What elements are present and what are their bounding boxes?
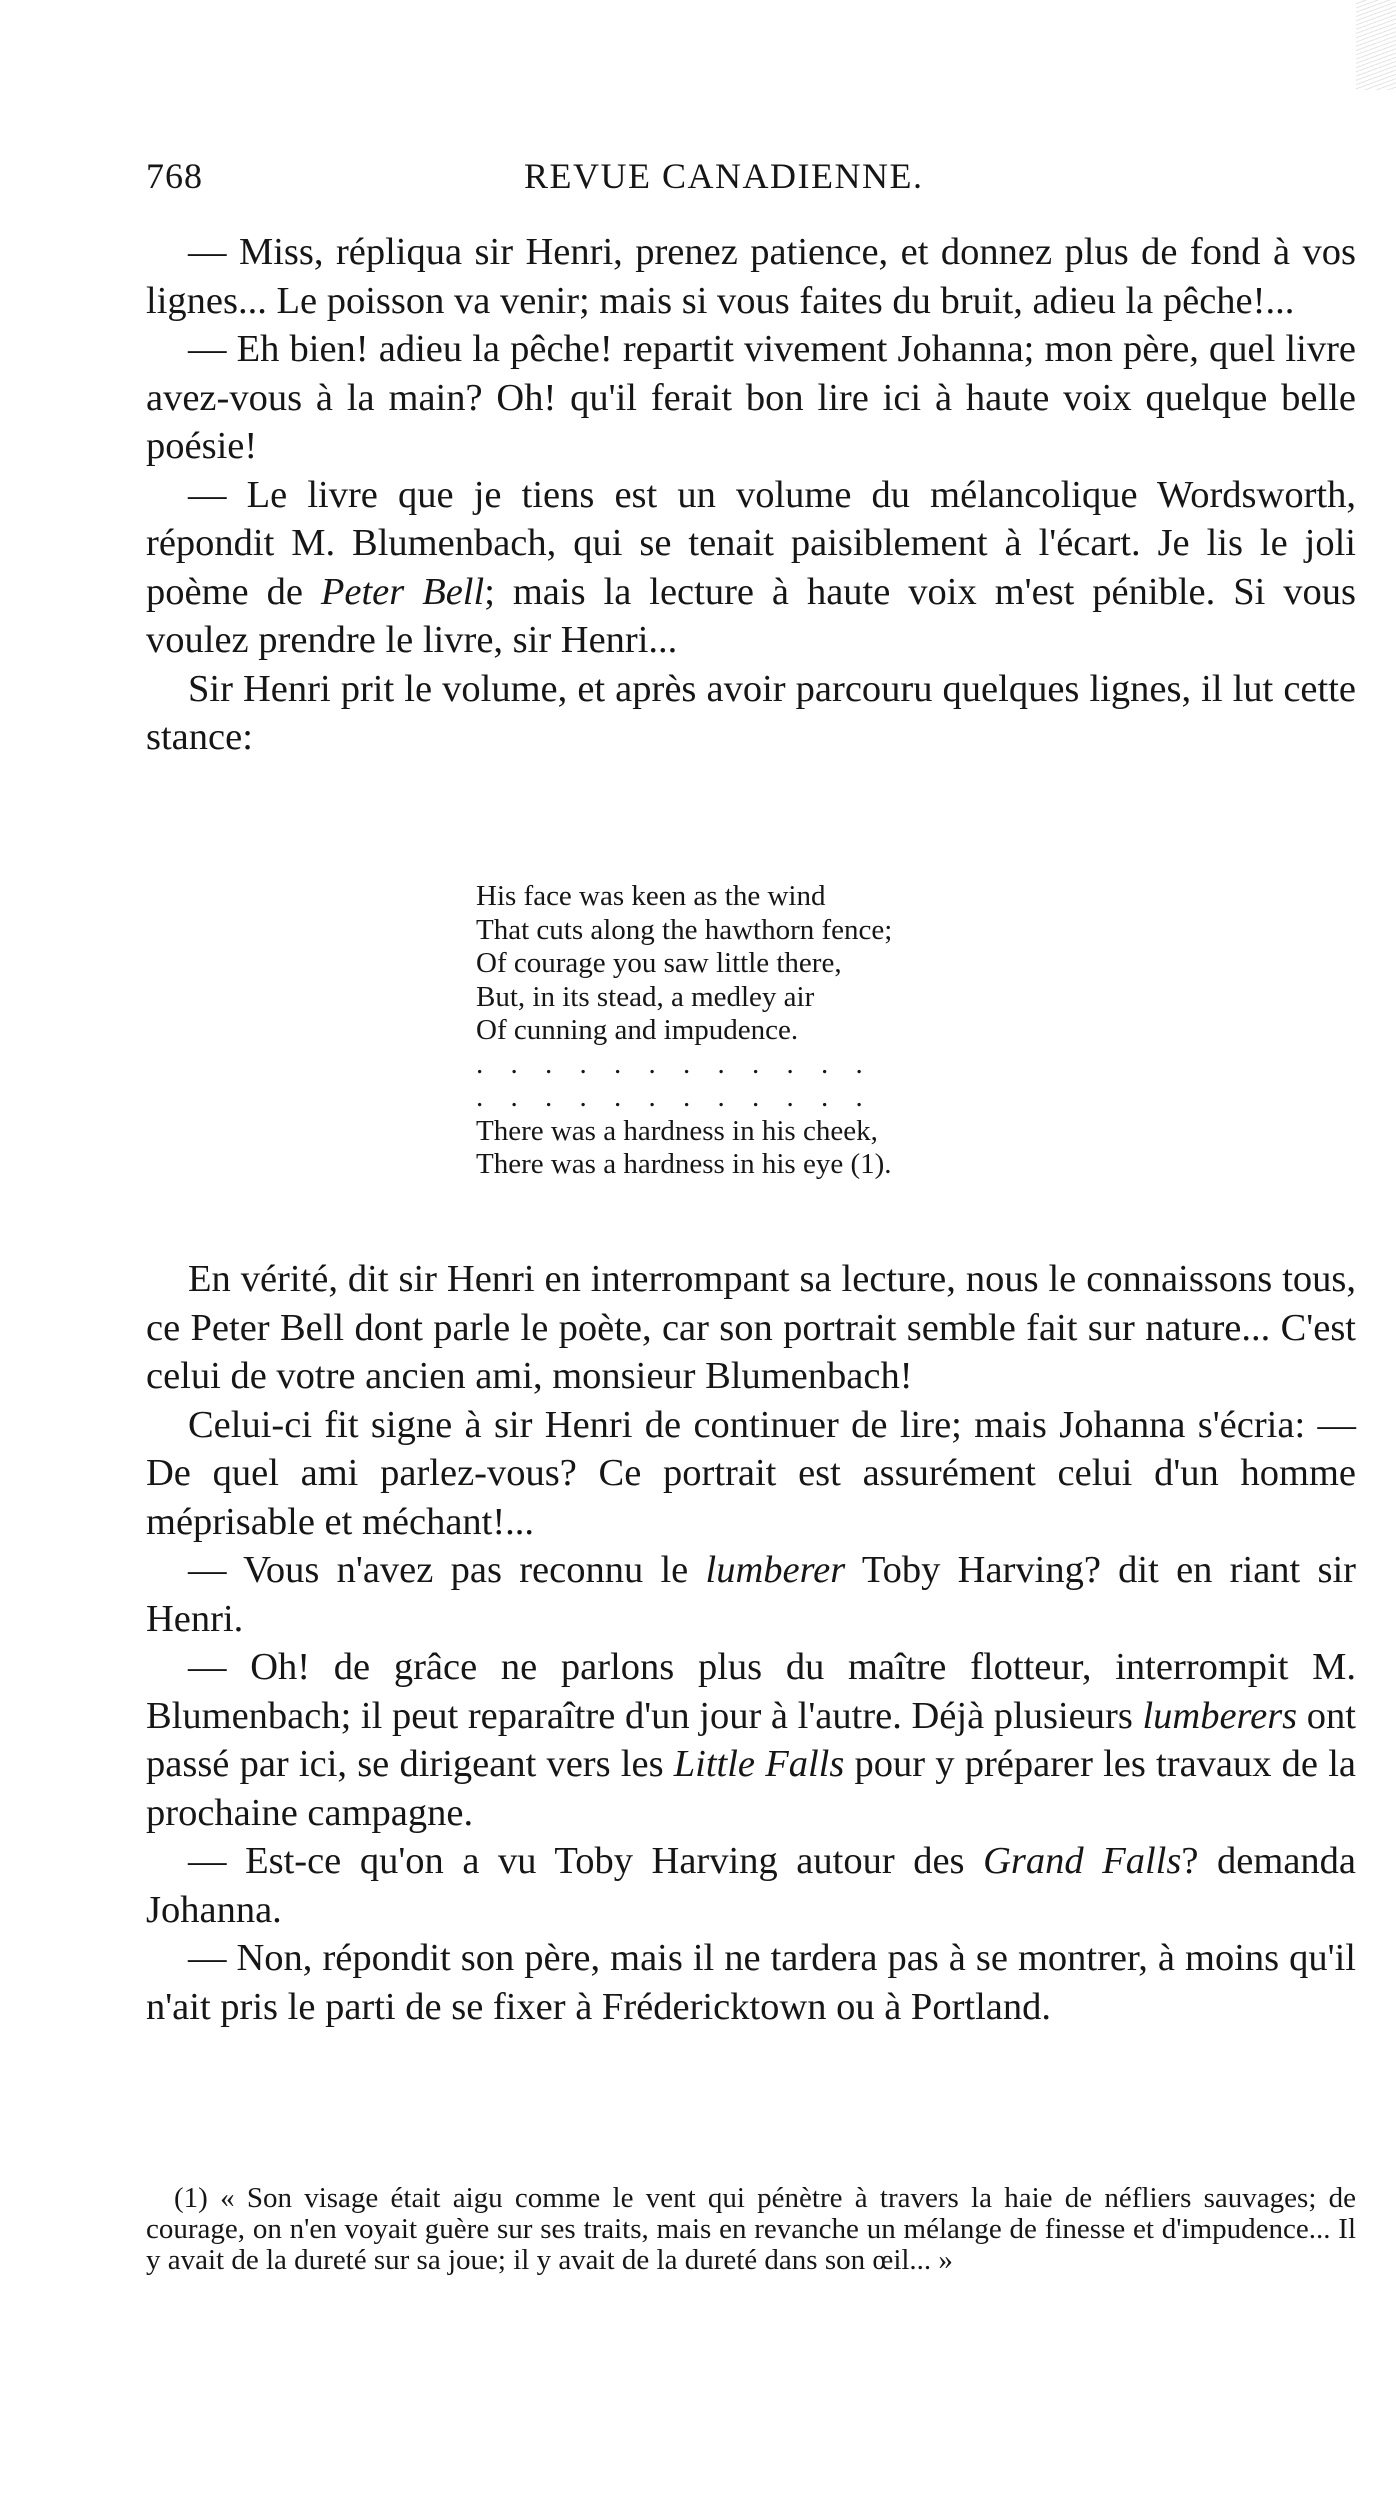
paragraph: — Eh bien! adieu la pêche! repartit vivement Johanna; mon père, quel livre avez-vous à la main? Oh! qu'il ferait bon lire ici à haute voix quelque belle poésie! <box>146 328 1356 467</box>
paragraph: — Non, répondit son père, mais il ne tardera pas à se montrer, à moins qu'il n'ait pris le parti de se fixer à Frédericktown ou à Portland. <box>146 1937 1356 2028</box>
footnote-text: (1) « Son visage était aigu comme le vent qui pénètre à travers la haie de néfliers sauvages; de courage, on n'en voyait guère sur ses traits, mais en revanche un mélange de finesse et d'impudence... Il y avait de la dureté sur sa joue; il y avait de la dureté dans son œil... » <box>146 2182 1356 2276</box>
paragraph <box>146 471 1356 665</box>
italic-place: Grand Falls <box>983 1840 1182 1882</box>
ellipsis-row: . . . . . . . . . . . . <box>476 1081 873 1113</box>
paragraph-text: pour y préparer les travaux de la prochaine campagne. <box>146 1743 1356 1834</box>
paragraph-text: ont passé par ici, se dirigeant vers les <box>146 1694 1357 1785</box>
poem-stanza <box>476 880 892 1182</box>
page-header <box>146 155 1356 205</box>
paragraph-text: — Est-ce qu'on a vu Toby Harving autour des <box>188 1840 984 1882</box>
paragraph-text: ? demanda Johanna. <box>146 1840 1356 1931</box>
paragraph <box>146 1546 1356 1643</box>
paragraph: Sir Henri prit le volume, et après avoir parcouru quelques lignes, il lut cette stance: <box>146 667 1356 758</box>
paragraph-text: — Vous n'avez pas reconnu le <box>188 1549 706 1591</box>
italic-title: Peter Bell <box>320 570 485 613</box>
ellipsis-row: . . . . . . . . . . . . <box>476 1047 873 1080</box>
page-number: 768 <box>146 156 203 196</box>
body-text-top <box>146 228 1356 762</box>
body-text-bottom <box>146 1255 1356 2031</box>
footnote <box>146 2183 1356 2276</box>
paragraph-text: ; mais la lecture à haute voix m'est pénible. Si vous voulez prendre le livre, sir Henri... <box>146 570 1356 661</box>
poem-line: Of cunning and impudence. <box>476 1014 799 1046</box>
paragraph <box>146 1643 1356 1837</box>
paragraph: En vérité, dit sir Henri en interrompant sa lecture, nous le connaissons tous, ce Peter Bell dont parle le poète, car son portrait semble fait sur nature... C'est celui de votre ancien ami, monsieur Blumenbach! <box>146 1258 1356 1397</box>
paragraph <box>146 1837 1356 1934</box>
running-title: REVUE CANADIENNE. <box>524 156 924 196</box>
poem-line: That cuts along the hawthorn fence; <box>476 913 893 946</box>
scan-edge-mark <box>1356 0 1396 90</box>
paragraph-text: — Le livre que je tiens est un volume du mélancolique Wordsworth, répondit M. Blumenbach, qui se tenait paisiblement à l'écart. Je lis le joli poème de <box>146 473 1356 613</box>
paragraph-text: — Oh! de grâce ne parlons plus du maître flotteur, interrompit M. Blumenbach; il peut reparaître d'un jour à l'autre. Déjà plusieurs <box>146 1646 1356 1737</box>
poem-line: His face was keen as the wind <box>476 880 826 912</box>
italic-term: lumberer <box>705 1549 846 1591</box>
italic-place: Little Falls <box>673 1743 845 1785</box>
paragraph: — Miss, répliqua sir Henri, prenez patience, et donnez plus de fond à vos lignes... Le poisson va venir; mais si vous faites du bruit, adieu la pêche!... <box>146 231 1356 322</box>
poem-line: There was a hardness in his eye (1). <box>476 1148 892 1180</box>
italic-term: lumberers <box>1142 1694 1298 1737</box>
poem-line: But, in its stead, a medley air <box>476 980 815 1013</box>
paragraph-text: Toby Harving? dit en riant sir Henri. <box>146 1549 1356 1640</box>
poem-line: Of courage you saw little there, <box>476 947 842 979</box>
paragraph: Celui-ci fit signe à sir Henri de continuer de lire; mais Johanna s'écria: — De quel ami parlez-vous? Ce portrait est assurément celui d'un homme méprisable et méchant!... <box>146 1403 1356 1543</box>
poem-line: There was a hardness in his cheek, <box>476 1114 878 1147</box>
